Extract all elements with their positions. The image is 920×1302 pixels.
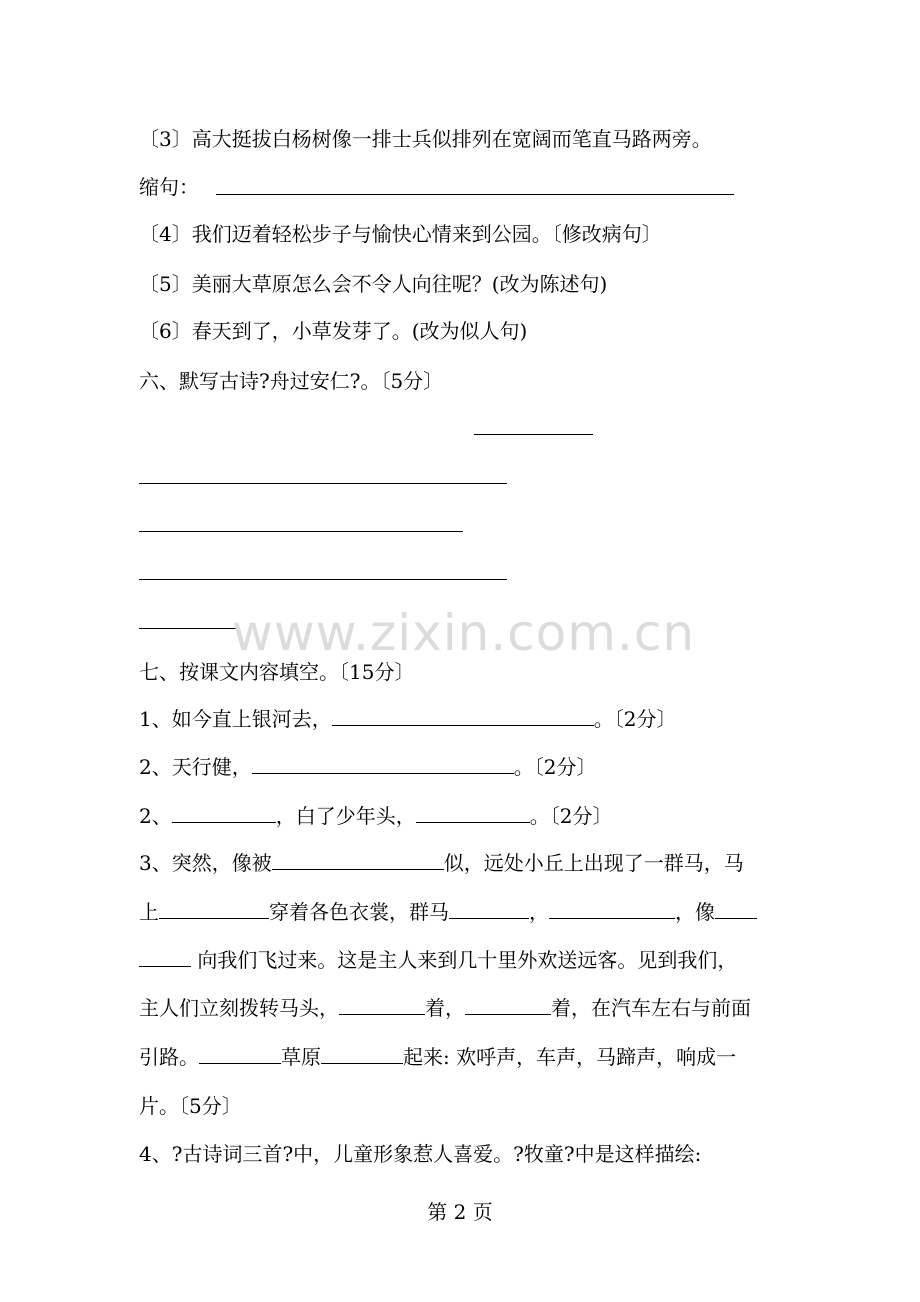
q7-3-l4-rest: 着，在汽车左右与前面 bbox=[551, 996, 751, 1020]
poem-line-3 bbox=[139, 579, 507, 580]
section-6-title: 六、默写古诗?舟过安仁?。〔5分〕 bbox=[139, 369, 444, 393]
q7-3-line-4 bbox=[139, 994, 751, 1022]
q7-3-l5-text: 引路。 bbox=[139, 1045, 199, 1069]
q7-3-blank-1 bbox=[272, 849, 444, 870]
q5-3-answer-line bbox=[216, 194, 734, 195]
q7-3-blank-6 bbox=[339, 994, 425, 1015]
q7-2b-text: ，白了少年头， bbox=[275, 804, 416, 828]
q5-4-text: 〔4〕我们迈着轻松步子与愉快心情来到公园。〔修改病句〕 bbox=[139, 222, 662, 246]
q7-3-l2-mid: 穿着各色衣裳，群马 bbox=[269, 900, 449, 924]
q7-3-line-3 bbox=[139, 946, 737, 974]
q7-3-l3-text: 向我们飞过来。这是主人来到几十里外欢送远客。见到我们， bbox=[191, 948, 738, 972]
q7-3-l1-rest: 似，远处小丘上出现了一群马，马 bbox=[443, 851, 744, 875]
q7-4-text: 4、?古诗词三首?中，儿童形象惹人喜爱。?牧童?中是这样描绘: bbox=[139, 1142, 702, 1166]
q7-3-blank-5b bbox=[139, 946, 191, 967]
poem-title-line bbox=[474, 434, 593, 435]
q5-3-prompt bbox=[139, 173, 199, 201]
q7-3-blank-9 bbox=[321, 1043, 403, 1064]
q7-2b-blank-1 bbox=[172, 802, 276, 823]
q7-3-line-6: 片。〔5分〕 bbox=[139, 1094, 242, 1118]
page-number: 第 2 页 bbox=[427, 1200, 493, 1224]
section-7-title: 七、按课文内容填空。〔15分〕 bbox=[139, 660, 415, 684]
q7-2b bbox=[139, 802, 612, 830]
q7-1 bbox=[139, 705, 676, 733]
q7-2a bbox=[139, 753, 596, 781]
q7-3-l2-text: 上 bbox=[139, 900, 159, 924]
q7-3-l2-end: ，像 bbox=[675, 900, 715, 924]
q7-3-l4-mid: 着， bbox=[425, 996, 465, 1020]
q7-3-line-2 bbox=[139, 898, 757, 926]
q7-2a-blank bbox=[252, 753, 514, 774]
q5-3-text: 〔3〕高大挺拔白杨树像一排士兵似排列在宽阔而笔直马路两旁。 bbox=[139, 127, 712, 151]
poem-line-4 bbox=[139, 628, 239, 629]
q7-3-blank-5a bbox=[715, 898, 757, 919]
q7-3-blank-2 bbox=[159, 898, 269, 919]
q5-6-text: 〔6〕春天到了，小草发芽了。(改为似人句) bbox=[139, 319, 528, 343]
q7-2b-score: 。〔2分〕 bbox=[529, 804, 613, 828]
q7-3-line-5 bbox=[139, 1043, 736, 1071]
q7-3-blank-4 bbox=[549, 898, 675, 919]
q7-3-l2-comma: ， bbox=[529, 900, 549, 924]
q7-3-l5-rest: 起来: 欢呼声，车声，马蹄声，响成一 bbox=[403, 1045, 737, 1069]
q7-3-line-1 bbox=[139, 849, 744, 877]
q7-1-text: 1、如今直上银河去， bbox=[139, 707, 332, 731]
q7-2a-score: 。〔2分〕 bbox=[513, 755, 597, 779]
poem-line-1 bbox=[139, 483, 507, 484]
poem-line-2 bbox=[139, 531, 463, 532]
q7-3-blank-3 bbox=[449, 898, 529, 919]
q7-3-l5-mid: 草原 bbox=[281, 1045, 321, 1069]
q7-3-l1-text: 3、突然，像被 bbox=[139, 851, 272, 875]
q7-2b-blank-2 bbox=[416, 802, 530, 823]
q7-3-l4-text: 主人们立刻拨转马头， bbox=[139, 996, 339, 1020]
q5-5-text: 〔5〕美丽大草原怎么会不令人向往呢？(改为陈述句) bbox=[139, 272, 608, 296]
q7-2b-num: 2、 bbox=[139, 804, 172, 828]
watermark: www.zixin.com.cn bbox=[232, 604, 696, 662]
q7-1-blank bbox=[332, 705, 594, 726]
q5-3-prompt-label: 缩句： bbox=[139, 175, 199, 199]
q7-3-blank-7 bbox=[465, 994, 551, 1015]
q7-1-score: 。〔2分〕 bbox=[593, 707, 677, 731]
q7-3-blank-8 bbox=[199, 1043, 281, 1064]
q7-2a-text: 2、天行健， bbox=[139, 755, 252, 779]
